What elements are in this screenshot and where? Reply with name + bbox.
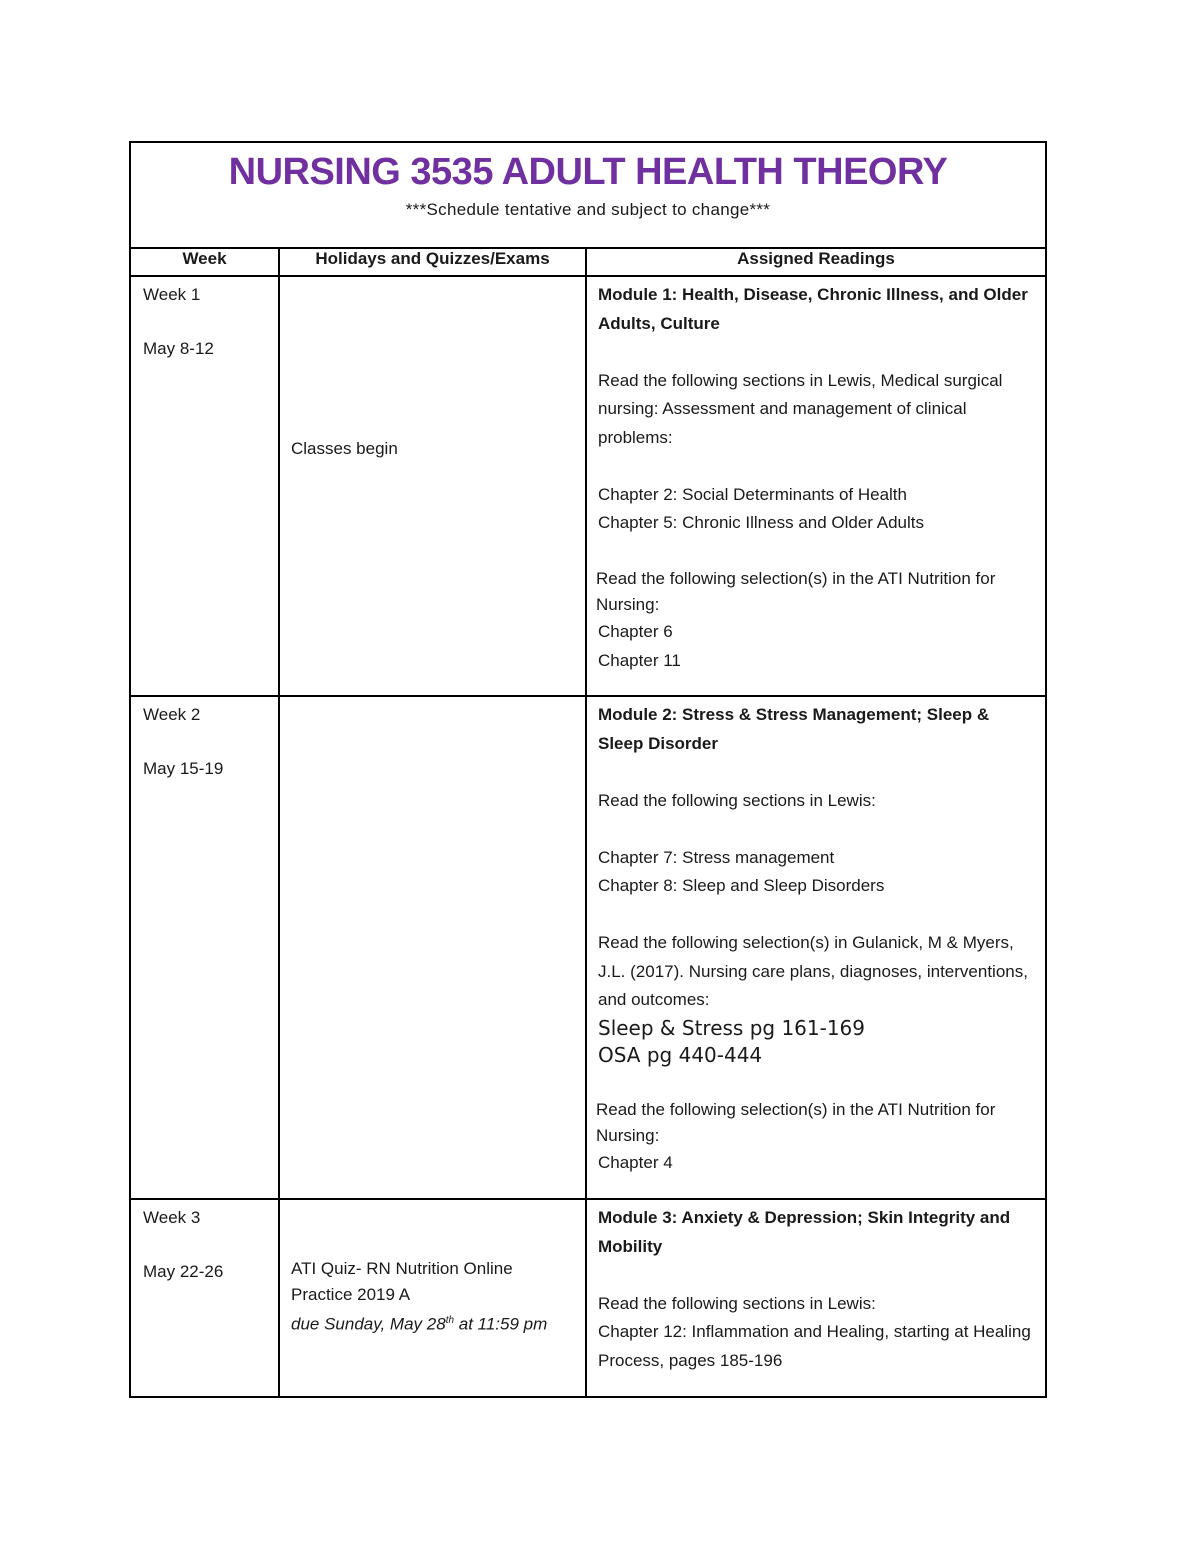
column-header-week: Week: [131, 249, 279, 276]
chapter-item: Chapter 12: Inflammation and Healing, starting at Healing Process, pages 185-196: [598, 1322, 1031, 1370]
ati-chapter: Chapter 11: [598, 650, 681, 670]
week-dates: May 8-12: [143, 339, 214, 358]
event-cell: [279, 1199, 586, 1396]
lewis-intro: Read the following sections in Lewis, Medical surgical nursing: Assessment and management of clinical problems:: [598, 370, 1003, 447]
ati-intro: Read the following selection(s) in the ATI Nutrition for Nursing:: [596, 569, 996, 614]
quiz-due-date: due Sunday, May 28th at 11:59 pm: [291, 1314, 548, 1334]
chapter-item: Chapter 5: Chronic Illness and Older Adults: [598, 513, 925, 532]
header-row: [131, 249, 1045, 276]
ati-chapter: Chapter 6: [598, 622, 673, 641]
chapter-item: Chapter 8: Sleep and Sleep Disorders: [598, 876, 885, 895]
lewis-intro: Read the following sections in Lewis:: [598, 790, 876, 810]
event-cell: [279, 696, 586, 1199]
column-header-readings: Assigned Readings: [586, 249, 1045, 276]
table-row: [131, 696, 1045, 1199]
readings-cell: [586, 696, 1045, 1199]
gulanick-item: Sleep & Stress pg 161-169: [598, 1015, 866, 1040]
module-title: Module 3: Anxiety & Depression; Skin Integrity and Mobility: [598, 1208, 1011, 1256]
gulanick-intro: Read the following selection(s) in Gulanick, M & Myers, J.L. (2017). Nursing care plans, diagnoses, interventions, and outcomes:: [598, 933, 1028, 1009]
week-cell: [131, 696, 279, 1199]
column-header-quizzes: Holidays and Quizzes/Exams: [279, 249, 586, 276]
schedule-frame: [129, 141, 1047, 1398]
event-text: Classes begin: [291, 439, 398, 458]
ati-chapter: Chapter 4: [598, 1153, 673, 1172]
readings-cell: [586, 1199, 1045, 1396]
module-title: Module 1: Health, Disease, Chronic Illness, and Older Adults, Culture: [598, 285, 1028, 333]
lewis-intro: Read the following sections in Lewis:: [598, 1293, 876, 1313]
week-label: Week 3: [143, 1208, 201, 1227]
week-label: Week 1: [143, 285, 201, 304]
schedule-note: ***Schedule tentative and subject to change***: [405, 200, 771, 219]
event-cell: [279, 276, 586, 696]
table-row: [131, 1199, 1045, 1396]
gulanick-item: OSA pg 440-444: [598, 1042, 763, 1067]
week-cell: [131, 1199, 279, 1396]
ati-intro: Read the following selection(s) in the ATI Nutrition for Nursing:: [596, 1100, 996, 1145]
title-block: [131, 143, 1045, 249]
week-dates: May 15-19: [143, 759, 224, 778]
schedule-table: [131, 249, 1045, 1396]
week-dates: May 22-26: [143, 1262, 224, 1281]
module-title: Module 2: Stress & Stress Management; Sleep & Sleep Disorder: [598, 705, 990, 753]
chapter-item: Chapter 2: Social Determinants of Health: [598, 484, 907, 504]
week-cell: [131, 276, 279, 696]
page-title: NURSING 3535 ADULT HEALTH THEORY: [228, 151, 948, 193]
table-row: [131, 276, 1045, 696]
week-label: Week 2: [143, 705, 201, 724]
chapter-item: Chapter 7: Stress management: [598, 847, 835, 867]
quiz-title: ATI Quiz- RN Nutrition Online Practice 2019 A: [291, 1259, 513, 1304]
readings-cell: [586, 276, 1045, 696]
